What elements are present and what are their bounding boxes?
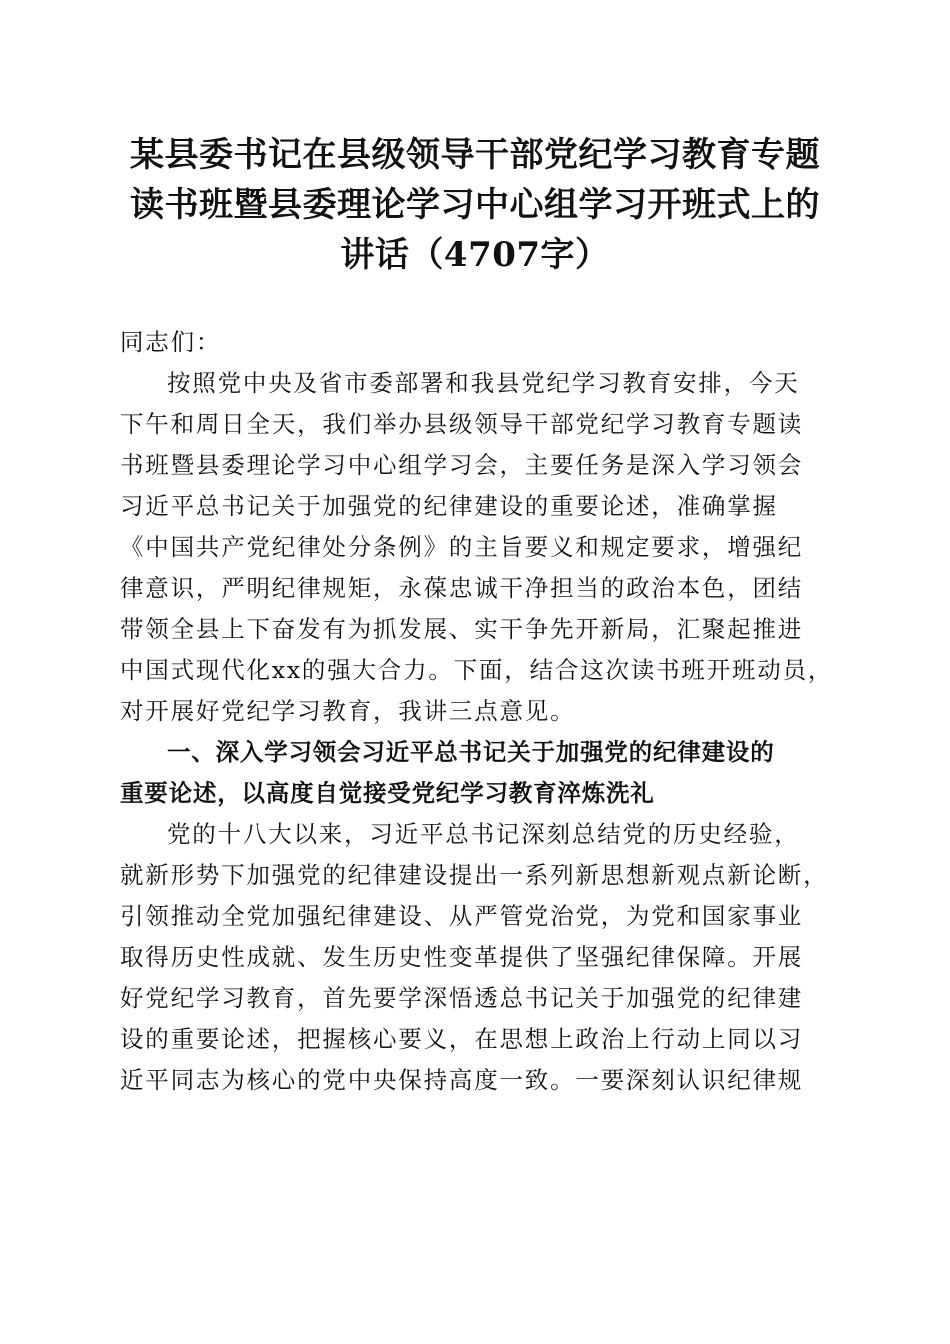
text-line: 好党纪学习教育，首先要学深悟透总书记关于加强党的纪律建 — [120, 984, 804, 1012]
document-body — [120, 322, 832, 1101]
text-line: 对开展好党纪学习教育，我讲三点意见。 — [120, 697, 576, 725]
text-line: 按照党中央及省市委部署和我县党纪学习教育安排，今天 — [167, 369, 800, 397]
text-line: 下午和周日全天，我们举办县级领导干部党纪学习教育专题读 — [120, 410, 804, 438]
text-line: 《中国共产党纪律处分条例》的主旨要义和规定要求，增强纪 — [120, 533, 804, 561]
text-line: 书班暨县委理论学习中心组学习会，主要任务是深入学习领会 — [120, 451, 804, 479]
text-line: 设的重要论述，把握核心要义，在思想上政治上行动上同以习 — [120, 1025, 804, 1053]
title-line: 讲话（4707字） — [340, 235, 610, 275]
text-line: 就新形势下加强党的纪律建设提出一系列新思想新观点新论断， — [120, 861, 829, 889]
heading-line: 一、深入学习领会习近平总书记关于加强党的纪律建设的 — [167, 738, 775, 766]
text-line: 律意识，严明纪律规矩，永葆忠诚干净担当的政治本色，团结 — [120, 574, 804, 602]
heading-line: 重要论述，以高度自觉接受党纪学习教育淬炼洗礼 — [120, 779, 655, 807]
text-line: 中国式现代化xx的强大合力。下面，结合这次读书班开班动员， — [120, 656, 834, 684]
text-line: 党的十八大以来，习近平总书记深刻总结党的历史经验， — [167, 820, 800, 848]
text-line: 习近平总书记关于加强党的纪律建设的重要论述，准确掌握 — [120, 492, 778, 520]
section-heading-1 — [120, 732, 832, 814]
text-line: 近平同志为核心的党中央保持高度一致。一要深刻认识纪律规 — [120, 1066, 804, 1094]
text-line: 引领推动全党加强纪律建设、从严管党治党，为党和国家事业 — [120, 902, 804, 930]
document-title — [100, 130, 850, 280]
salutation: 同志们： — [120, 328, 222, 356]
title-line: 读书班暨县委理论学习中心组学习开班式上的 — [130, 185, 820, 225]
text-line: 取得历史性成就、发生历史性变革提供了坚强纪律保障。开展 — [120, 943, 804, 971]
paragraph-section-1 — [120, 814, 832, 1101]
title-line: 某县委书记在县级领导干部党纪学习教育专题 — [130, 135, 820, 175]
text-line: 带领全县上下奋发有为抓发展、实干争先开新局，汇聚起推进 — [120, 615, 804, 643]
paragraph-intro — [120, 363, 832, 732]
